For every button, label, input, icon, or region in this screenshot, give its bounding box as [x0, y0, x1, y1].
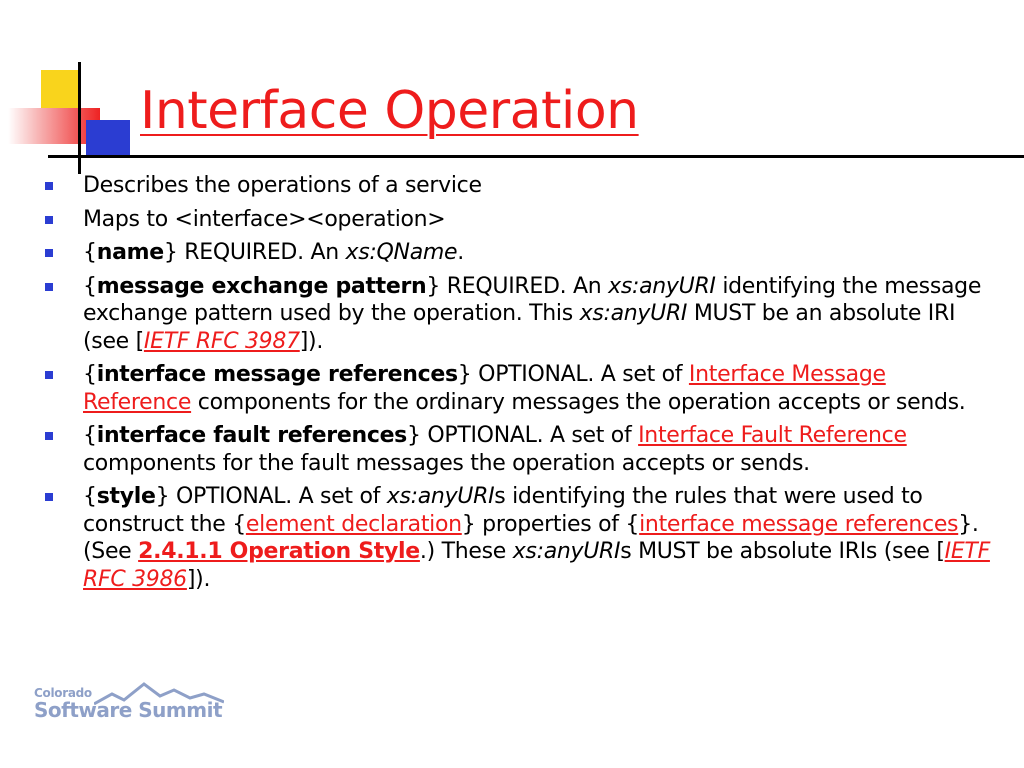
text-segment: .) These: [419, 539, 513, 564]
property-name: interface fault references: [96, 423, 407, 448]
list-item: [45, 273, 990, 356]
text-segment: s MUST be absolute IRIs (see [: [620, 539, 945, 564]
bullet-text: [83, 483, 990, 593]
brace-open: {: [83, 273, 97, 299]
slide-title: Interface Operation: [140, 81, 639, 141]
type-name: xs:anyURI: [512, 539, 621, 564]
bullet-icon: [45, 283, 53, 291]
bullet-text: Maps to <interface><operation>: [83, 206, 446, 232]
text-segment: } properties of {: [461, 511, 640, 537]
text-segment: MUST be an absolute IRI (see [: [83, 301, 956, 354]
link-operation-style[interactable]: 2.4.1.1 Operation Style: [138, 539, 420, 564]
logo-line2: Software Summit: [34, 698, 223, 722]
text-segment: s identifying the rules that were used to construct the {: [83, 484, 923, 537]
text-segment: } OPTIONAL. A set of: [155, 484, 387, 509]
text-segment: components for the fault messages the operation accepts or sends.: [83, 450, 810, 476]
text-segment: ]).: [299, 328, 324, 354]
text-segment: components for the ordinary messages the operation accepts or sends.: [191, 389, 966, 415]
bullet-text: [83, 273, 990, 356]
list-item: [45, 206, 990, 234]
text-segment: } REQUIRED. An: [426, 273, 609, 299]
text-segment: } REQUIRED. An: [163, 240, 346, 265]
list-item: [45, 172, 990, 200]
list-item: [45, 483, 990, 593]
link-interface-fault-reference[interactable]: Interface Fault Reference: [638, 423, 907, 448]
bullet-text: Describes the operations of a service: [83, 173, 482, 198]
brace-open: {: [83, 362, 97, 387]
link-interface-message-references[interactable]: interface message references: [639, 511, 959, 537]
text-segment: }. (See: [83, 511, 979, 564]
link-interface-message-reference[interactable]: Interface Message Reference: [83, 362, 886, 415]
list-item: [45, 422, 990, 477]
list-item: [45, 239, 990, 267]
text-segment: .: [457, 240, 464, 265]
bullet-icon: [45, 216, 53, 224]
brace-open: {: [83, 484, 97, 509]
type-name: xs:QName: [345, 240, 458, 265]
property-name: interface message references: [96, 362, 458, 387]
property-name: style: [96, 484, 156, 509]
text-segment: ]).: [186, 566, 211, 592]
property-name: message exchange pattern: [96, 273, 427, 299]
bullet-icon: [45, 371, 53, 379]
decor-blue-square: [86, 120, 130, 156]
text-segment: identifying the message exchange pattern used by the operation. This: [83, 273, 982, 326]
link-ietf-rfc-3987[interactable]: IETF RFC 3987: [143, 328, 300, 354]
type-name: xs:anyURI: [579, 301, 688, 326]
bullet-icon: [45, 432, 53, 440]
text-segment: } OPTIONAL. A set of: [457, 362, 689, 387]
bullet-text: [83, 239, 990, 267]
brace-open: {: [83, 423, 97, 448]
bullet-text: [83, 361, 990, 416]
bullet-text: [83, 422, 990, 477]
type-name: xs:anyURI: [608, 273, 716, 299]
bullet-icon: [45, 493, 53, 501]
property-name: name: [96, 240, 164, 265]
colorado-software-summit-logo: [34, 680, 224, 736]
link-element-declaration[interactable]: element declaration: [245, 511, 462, 537]
bullet-list: [45, 172, 990, 599]
type-name: xs:anyURI: [386, 484, 495, 509]
bullet-icon: [45, 182, 53, 190]
list-item: [45, 361, 990, 416]
text-segment: } OPTIONAL. A set of: [406, 423, 639, 448]
bullet-icon: [45, 249, 53, 257]
logo-line1: Colorado: [34, 686, 92, 700]
brace-open: {: [83, 240, 97, 265]
title-divider-line: [48, 155, 1024, 158]
link-ietf-rfc-3986[interactable]: IETF RFC 3986: [83, 539, 990, 592]
